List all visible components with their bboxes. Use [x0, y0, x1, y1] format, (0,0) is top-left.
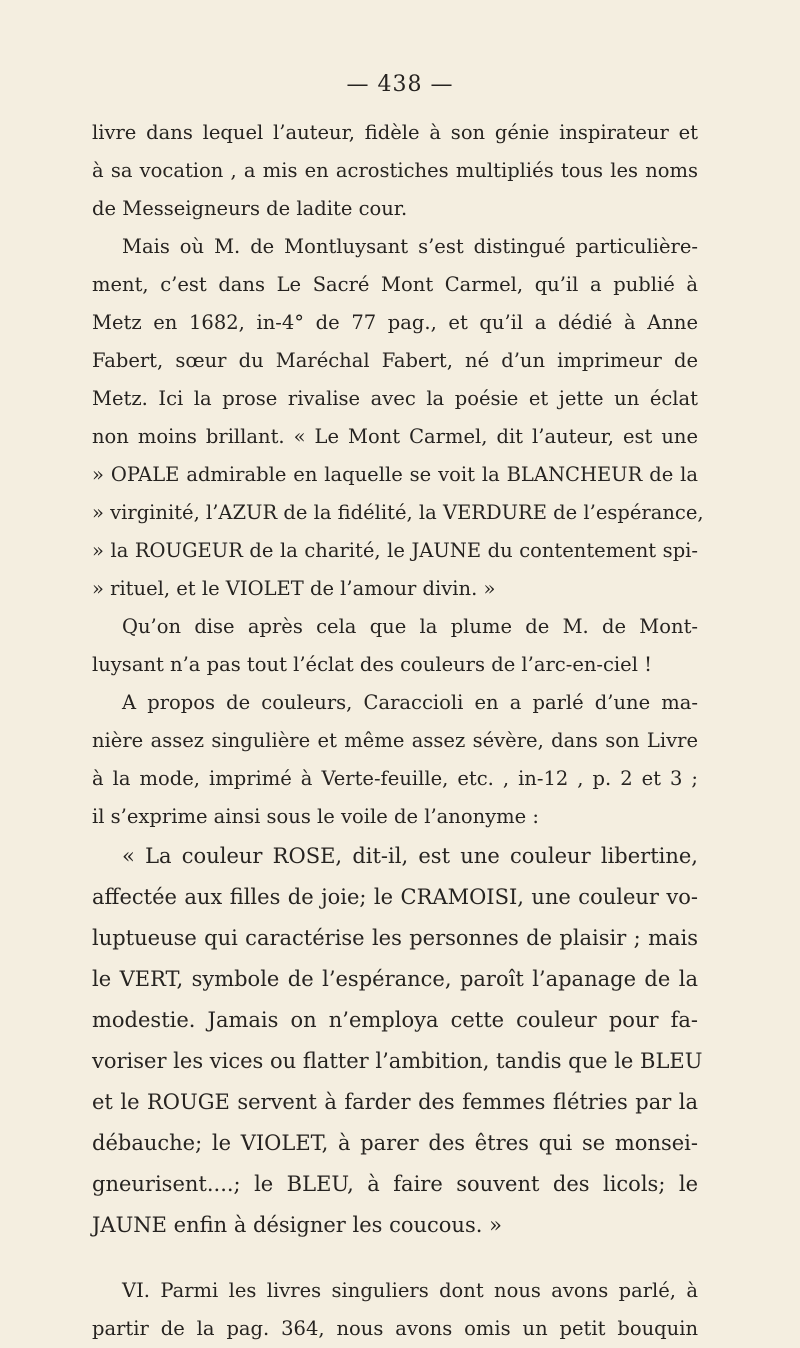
text-line: » la ROUGEUR de la charité, le JAUNE du contentement spi- — [92, 539, 698, 562]
paragraph-3 — [92, 608, 698, 684]
text-line: nière assez singulière et même assez sévère, dans son Livre — [92, 729, 698, 752]
text-line: » OPALE admirable en laquelle se voit la BLANCHEUR de la — [92, 463, 698, 486]
quotation-caraccioli — [92, 836, 703, 1246]
text-line: Fabert, sœur du Maréchal Fabert, né d’un imprimeur de — [92, 349, 698, 372]
text-line: « La couleur ROSE, dit-il, est une couleur libertine, — [122, 844, 698, 868]
paragraph-2 — [92, 228, 704, 608]
text-line: Metz. Ici la prose rivalise avec la poésie et jette un éclat — [92, 387, 698, 410]
text-line: à sa vocation , a mis en acrostiches multipliés tous les noms — [92, 159, 698, 182]
text-line: » virginité, l’AZUR de la fidélité, la VERDURE de l’espérance, — [92, 501, 704, 524]
paragraph-6 — [92, 1272, 698, 1348]
text-line: ment, c’est dans Le Sacré Mont Carmel, qu’il a publié à — [92, 273, 698, 296]
section-gap — [92, 1246, 698, 1272]
paragraph-1 — [92, 114, 698, 228]
text-line: » rituel, et le VIOLET de l’amour divin. » — [92, 577, 496, 600]
text-line: modestie. Jamais on n’employa cette couleur pour fa- — [92, 1008, 698, 1032]
paragraph-4 — [92, 684, 698, 836]
text-line: livre dans lequel l’auteur, fidèle à son génie inspirateur et — [92, 121, 698, 144]
text-line: partir de la pag. 364, nous avons omis un petit bouquin — [92, 1317, 698, 1340]
text-line: voriser les vices ou flatter l’ambition, tandis que le BLEU — [92, 1049, 703, 1073]
text-line: Qu’on dise après cela que la plume de M. de Mont- — [122, 615, 698, 638]
text-line: débauche; le VIOLET, à parer des êtres qui se monsei- — [92, 1131, 698, 1155]
text-line: affectée aux filles de joie; le CRAMOISI, une couleur vo- — [92, 885, 698, 909]
text-line: de Messeigneurs de ladite cour. — [92, 197, 408, 220]
text-line: non moins brillant. « Le Mont Carmel, dit l’auteur, est une — [92, 425, 698, 448]
text-line: luysant n’a pas tout l’éclat des couleurs de l’arc-en-ciel ! — [92, 653, 652, 676]
text-line: le VERT, symbole de l’espérance, paroît l’apanage de la — [92, 967, 698, 991]
page-body — [92, 114, 704, 1348]
text-line: Mais où M. de Montluysant s’est distingué particulière- — [122, 235, 698, 258]
text-line: il s’exprime ainsi sous le voile de l’anonyme : — [92, 805, 539, 828]
text-line: JAUNE enfin à désigner les coucous. » — [92, 1213, 502, 1237]
text-line: VI. Parmi les livres singuliers dont nous avons parlé, à — [122, 1279, 698, 1302]
text-line: gneurisent....; le BLEU, à faire souvent des licols; le — [92, 1172, 698, 1196]
text-line: Metz en 1682, in-4° de 77 pag., et qu’il a dédié à Anne — [92, 311, 698, 334]
text-line: à la mode, imprimé à Verte-feuille, etc. , in-12 , p. 2 et 3 ; — [92, 767, 698, 790]
text-line: A propos de couleurs, Caraccioli en a parlé d’une ma- — [122, 691, 698, 714]
text-line: luptueuse qui caractérise les personnes de plaisir ; mais — [92, 926, 698, 950]
page-number: — 438 — — [346, 72, 454, 97]
text-line: et le ROUGE servent à farder des femmes flétries par la — [92, 1090, 698, 1114]
